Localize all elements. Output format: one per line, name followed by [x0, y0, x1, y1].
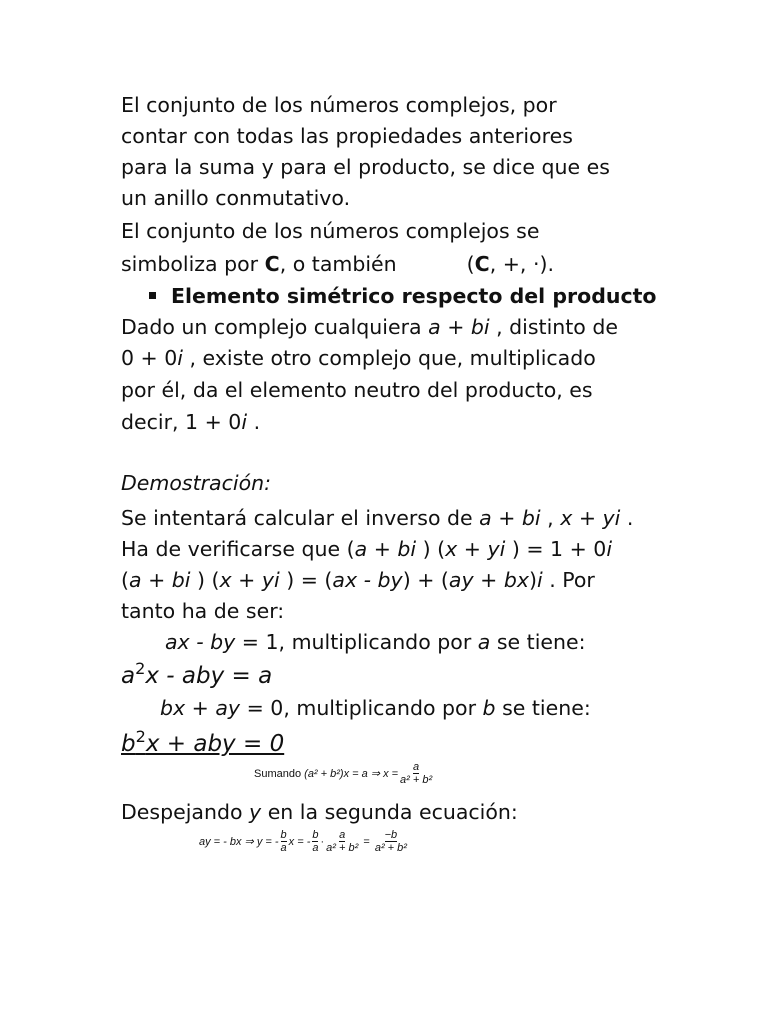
intro-line-4: un anillo conmutativo.	[121, 186, 351, 210]
proof-line-1	[121, 504, 633, 532]
denominator: a	[312, 842, 319, 854]
text: Despejando	[121, 800, 250, 824]
set-symbol: C	[474, 252, 490, 276]
math: ay + bx	[448, 568, 529, 592]
equation-2-result	[121, 727, 285, 758]
numerator: a	[413, 761, 420, 773]
proof-title	[121, 469, 271, 497]
fraction	[281, 829, 287, 854]
math: i	[241, 410, 248, 434]
despejando-line	[121, 798, 518, 826]
math: i	[177, 346, 183, 370]
text: = 1, multiplicando por	[235, 630, 478, 654]
text: ) (	[190, 568, 220, 592]
intro-line-6	[121, 250, 554, 278]
bullet-icon	[149, 292, 156, 299]
math: b	[482, 696, 496, 720]
text: , existe otro complejo que, multiplicado	[183, 346, 596, 370]
fraction	[375, 829, 407, 854]
text: se tiene:	[495, 696, 591, 720]
text: simboliza por	[121, 252, 265, 276]
math: a + bi	[129, 568, 191, 592]
sum-formula	[254, 761, 434, 786]
text: Dado un complejo cualquiera	[121, 315, 429, 339]
math: a + bi	[479, 506, 541, 530]
math: x + yi	[219, 568, 280, 592]
text: , distinto de	[489, 315, 618, 339]
text: )	[528, 568, 537, 592]
statement-line-3: por él, da el elemento neutro del producto, es	[121, 378, 593, 402]
proof-line-3	[121, 566, 595, 594]
statement-line-2	[121, 344, 596, 372]
text: , +, ·).	[489, 252, 554, 276]
math: b	[121, 731, 136, 757]
proof-line-4: tanto ha de ser:	[121, 599, 285, 623]
statement-line-4	[121, 408, 260, 436]
math: i	[536, 568, 543, 592]
math: x - aby = a	[145, 663, 273, 689]
numerator: a	[339, 829, 346, 841]
numerator: b	[312, 829, 319, 841]
text: Ha de verificarse que (	[121, 537, 355, 561]
text: Sumando	[254, 767, 302, 780]
text: = 0, multiplicando por	[240, 696, 483, 720]
math: x + yi	[560, 506, 621, 530]
set-symbol: C	[264, 252, 280, 276]
equation-2	[160, 694, 591, 722]
text: . Por	[542, 568, 595, 592]
fraction	[326, 829, 358, 854]
statement-line-1	[121, 313, 618, 341]
numerator: b	[280, 829, 287, 841]
math: a	[121, 663, 136, 689]
denominator: a² + b²	[400, 774, 433, 786]
y-formula	[199, 829, 409, 854]
math: bx + ay	[160, 696, 241, 720]
math: (a² + b²)x = a ⇒ x =	[304, 768, 399, 780]
heading-text: Elemento simétrico respecto del producto	[171, 284, 657, 308]
fraction	[312, 829, 318, 854]
math: ay = - bx ⇒ y = -	[199, 836, 279, 848]
math: a	[477, 630, 491, 654]
math: x + aby = 0	[145, 731, 285, 757]
math: i	[606, 537, 613, 561]
text: (	[121, 568, 129, 592]
text: , o también	[279, 252, 397, 276]
intro-line-3: para la suma y para el producto, se dice que es	[121, 155, 610, 179]
text: en la segunda ecuación:	[261, 800, 518, 824]
text: .	[247, 410, 261, 434]
denominator: a² + b²	[326, 842, 359, 854]
text: ) = 1 + 0	[505, 537, 607, 561]
text: ) + (	[402, 568, 449, 592]
text: (	[466, 252, 475, 276]
intro-line-5: El conjunto de los números complejos se	[121, 219, 540, 243]
text: =	[363, 835, 370, 848]
math: a + bi	[354, 537, 417, 561]
math: y	[249, 800, 262, 824]
text: ,	[540, 506, 561, 530]
text: ·	[320, 835, 325, 848]
text: Se intentará calcular el inverso de	[121, 506, 480, 530]
equation-1	[165, 628, 586, 656]
numerator: −b	[384, 829, 398, 841]
denominator: a	[280, 842, 287, 854]
math: ax - by	[165, 630, 236, 654]
text: 0 + 0	[121, 346, 178, 370]
math: x = -	[288, 835, 311, 848]
math: a + bi	[428, 315, 490, 339]
equation-1-result	[121, 659, 273, 690]
proof-line-2	[121, 535, 612, 563]
exponent: 2	[135, 727, 146, 747]
section-heading	[149, 282, 657, 310]
denominator: a² + b²	[374, 842, 407, 854]
text: ) (	[416, 537, 446, 561]
math: x + yi	[445, 537, 506, 561]
title: Demostración:	[121, 471, 272, 495]
fraction	[400, 761, 432, 786]
exponent: 2	[135, 659, 146, 679]
math: ax - by	[332, 568, 403, 592]
text: ) = (	[279, 568, 333, 592]
text: .	[620, 506, 634, 530]
intro-line-1: El conjunto de los números complejos, por	[121, 93, 557, 117]
text: se tiene:	[490, 630, 586, 654]
text: decir, 1 + 0	[121, 410, 242, 434]
intro-line-2: contar con todas las propiedades anteriores	[121, 124, 573, 148]
